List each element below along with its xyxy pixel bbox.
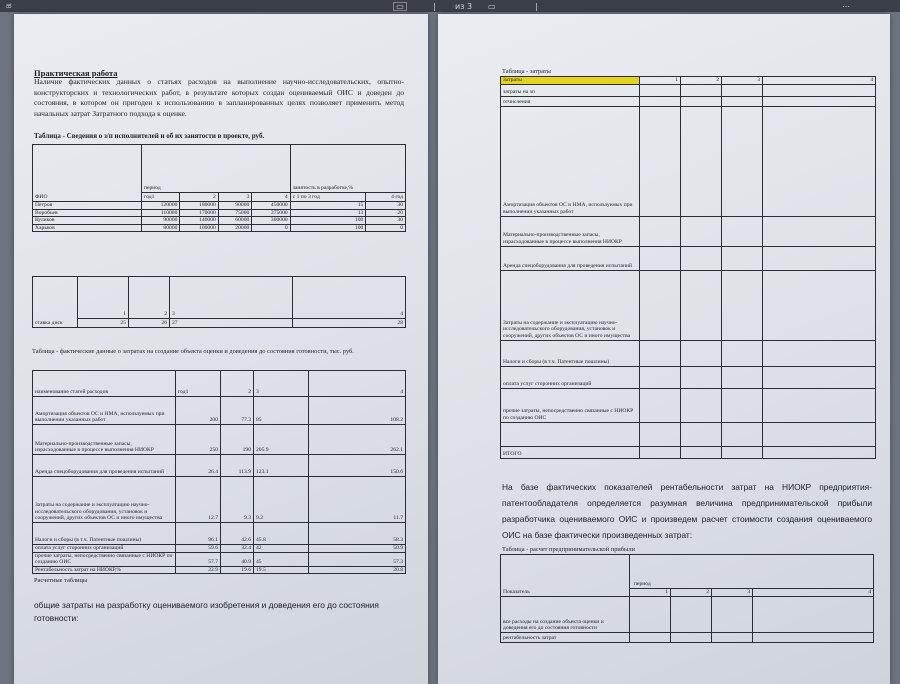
table-row	[501, 388, 876, 422]
col-year1: год1	[142, 193, 180, 202]
cell: 59.6	[176, 545, 221, 553]
zoom-icon[interactable]: |	[535, 1, 538, 11]
cell: ИТОГО	[501, 446, 640, 458]
cell: 180000	[180, 202, 218, 210]
cell: 375000	[252, 209, 290, 217]
cell: Воробьев	[33, 209, 142, 217]
col-emp-1-3: с 1 по 3 год	[290, 193, 366, 202]
cell: 4	[753, 589, 874, 597]
cell: 32.4	[221, 545, 254, 553]
cell: 50.9	[309, 545, 406, 553]
cell: 123.1	[254, 455, 309, 477]
cell: 2	[671, 589, 712, 597]
cell: 113.9	[221, 455, 254, 477]
cell: 3	[254, 371, 309, 397]
cell: 96.1	[176, 523, 221, 545]
cell: 26	[129, 319, 170, 328]
cell: 262.1	[309, 425, 406, 455]
cell: 57.3	[309, 552, 406, 566]
cell: Харьков	[33, 224, 142, 232]
cell: 110000	[142, 209, 180, 217]
cell: 190	[221, 425, 254, 455]
page-count: из 3	[455, 1, 473, 11]
page-heading: Практическая работа	[34, 68, 118, 78]
cell: 45.8	[254, 523, 309, 545]
cell: 9.2	[254, 477, 309, 523]
cell: 40.9	[221, 552, 254, 566]
table-row	[501, 633, 874, 643]
cell: 13	[290, 209, 366, 217]
cell: 19.6	[221, 566, 254, 574]
cell: Аренда спецоборудования для проведения испытаний	[501, 246, 640, 270]
cell: наименование статей расходов	[33, 371, 176, 397]
cell: 3	[722, 77, 763, 85]
cell: 1	[630, 589, 671, 597]
cell: Материально-производственные запасы, израсходованные в процессе выполнения НИОКР	[501, 216, 640, 246]
table-row	[501, 216, 876, 246]
cell: 42	[254, 545, 309, 553]
cell: 42.6	[221, 523, 254, 545]
table-row	[501, 246, 876, 270]
cell: прочие затраты, непосредственно связанные с НИОКР по созданию ОИС	[501, 388, 640, 422]
cell: 4	[309, 371, 406, 397]
cell: Аренда спецоборудования для проведения испытаний	[33, 455, 176, 477]
cell: 0	[252, 224, 290, 232]
table-row	[33, 566, 406, 574]
table4-caption: Таблица - затраты	[502, 68, 551, 75]
table5-caption: Таблица - расчет предпринимательской прибыли	[502, 546, 635, 553]
table-row	[501, 366, 876, 388]
intro-paragraph: Наличие фактических данных о статьях расходов на выполнение научно-исследовательских, опытно-конструкторских и технологических работ, в результате которых создан оцениваемый ОИС и доведен до состояния, в котором он пригоден к использованию в запланированных целях позволяет применить метод начальных затрат Затратного подхода к оценке.	[34, 77, 404, 118]
table-row	[33, 217, 406, 225]
cell: 90000	[142, 217, 180, 225]
cell: 20	[366, 209, 406, 217]
table-row	[33, 202, 406, 210]
cell: Налоги и сборы (в т.ч. Патентные пошлины)	[501, 340, 640, 366]
cell: отчисления	[501, 96, 640, 106]
cell: 0	[366, 224, 406, 232]
cell: 80000	[142, 224, 180, 232]
cell: Рентабельность затрат на НИОКР,%	[33, 566, 176, 574]
col-emp-4: 4 год	[366, 193, 406, 202]
cell: 58.3	[309, 523, 406, 545]
table-row	[33, 552, 406, 566]
profit-paragraph: На базе фактических показателей рентабельности затрат на НИОКР предприятия-патентообладателя определяется разумная величина предпринимательской прибыли разработчика оцениваемого ОИС и произведем расчет стоимости создания оцениваемого ОИС на базе фактически произведенных затрат:	[502, 482, 872, 540]
cell: 2	[681, 77, 722, 85]
cell: 4	[293, 277, 406, 319]
cell: Амортизация объектов ОС и НМА, используемых при выполнении указанных работ	[501, 106, 640, 216]
cell: 26.4	[176, 455, 221, 477]
table-row	[33, 523, 406, 545]
table-row	[501, 597, 874, 633]
costs-template-table	[500, 76, 876, 459]
profit-table	[500, 554, 874, 643]
table-row	[501, 340, 876, 366]
cell: 11.7	[309, 477, 406, 523]
cell: 57.7	[176, 552, 221, 566]
page-input[interactable]: |	[433, 1, 436, 11]
cell: Затраты на содержание и эксплуатацию научно-исследовательского оборудования, установок и сооружений, других объектов ОС и иного имущества	[33, 477, 176, 523]
cell: 200	[176, 397, 221, 425]
cell: Амортизация объектов ОС и НМА, используемых при выполнении указанных работ	[33, 397, 176, 425]
col-year3: 3	[218, 193, 251, 202]
cell: оплата услуг сторонних организаций	[501, 366, 640, 388]
cell: 1	[640, 77, 681, 85]
table-row	[33, 545, 406, 553]
col-year2: 2	[180, 193, 218, 202]
cell: 108.2	[309, 397, 406, 425]
cell: 9.3	[221, 477, 254, 523]
table-row	[33, 397, 406, 425]
rate-table	[32, 276, 406, 328]
table-row	[33, 209, 406, 217]
cell: 45	[254, 552, 309, 566]
table-row	[501, 422, 876, 446]
document-page-1	[14, 14, 428, 684]
cell: Петров	[33, 202, 142, 210]
cell: Материально-производственные запасы, израсходованные в процессе выполнения НИОКР	[33, 425, 176, 455]
cell: 12.7	[176, 477, 221, 523]
cell: 100	[290, 217, 366, 225]
cell: 25	[78, 319, 129, 328]
cell: рентабельность затрат	[501, 633, 630, 643]
table-row	[33, 477, 406, 523]
cell: 19.5	[254, 566, 309, 574]
cell: 300000	[252, 217, 290, 225]
cell: Затраты на содержание и эксплуатацию научно-исследовательского оборудования, установок и сооружений, других объектов ОС и иного имущества	[501, 270, 640, 340]
period-label: период	[142, 145, 291, 193]
employment-label: занятость в разработке,%	[290, 145, 405, 193]
table3-caption: Таблица - фактические данные о затратах на создание объекта оценки и доведения до состояния готовности, тыс. руб.	[32, 348, 354, 355]
cell: 2	[129, 277, 170, 319]
cell: 1	[78, 277, 129, 319]
salary-table	[32, 144, 406, 232]
cell: прочие затраты, непосредственно связанные с НИОКР по созданию ОИС	[33, 552, 176, 566]
col-year4: 4	[252, 193, 290, 202]
cell: 170000	[180, 209, 218, 217]
cell: 3	[712, 589, 753, 597]
cell: все расходы на создание объекта оценки и доведения его до состояния готовности	[501, 597, 630, 633]
cell: 150.6	[309, 455, 406, 477]
menu-icon[interactable]: ಹ	[6, 1, 12, 10]
cell: 20.8	[309, 566, 406, 574]
cell: 120000	[142, 202, 180, 210]
cell: 90000	[218, 202, 251, 210]
rate-label: ставка диск	[33, 277, 78, 328]
period-label: период	[630, 555, 874, 589]
cell: 60000	[218, 217, 251, 225]
cell: 30	[366, 217, 406, 225]
table-row	[501, 270, 876, 340]
cell: год1	[176, 371, 221, 397]
cell: 22.9	[176, 566, 221, 574]
cell: 3	[170, 277, 293, 319]
cell: 85	[254, 397, 309, 425]
cell: 77.3	[221, 397, 254, 425]
cell: Затраты	[501, 77, 640, 85]
cell: Налоги и сборы (в т.ч. Патентные пошлины)	[33, 523, 176, 545]
cell: 27	[170, 319, 293, 328]
cell: 140000	[180, 217, 218, 225]
cell: 15	[290, 202, 366, 210]
more-icon[interactable]: ⋯	[842, 1, 850, 11]
table-row	[33, 224, 406, 232]
cell: 20000	[218, 224, 251, 232]
table1-caption: Таблица - Сведения о з/п исполнителей и об их занятости в проекте, руб.	[34, 132, 265, 140]
table-row	[33, 455, 406, 477]
fit-page-icon[interactable]: ▭	[393, 2, 407, 11]
document-page-2	[438, 14, 890, 684]
table-row	[33, 425, 406, 455]
cell: 205.9	[254, 425, 309, 455]
table-row	[501, 106, 876, 216]
cell: оплата услуг сторонних организаций	[33, 545, 176, 553]
cell: 450000	[252, 202, 290, 210]
cell: 100000	[180, 224, 218, 232]
cell: Показатель	[501, 555, 630, 597]
costs-table	[32, 370, 406, 574]
cell: 250	[176, 425, 221, 455]
cell: 75000	[218, 209, 251, 217]
viewer-toolbar	[0, 0, 900, 12]
table-row	[501, 84, 876, 96]
cell: 4	[763, 77, 876, 85]
closing-text: общие затраты на разработку оцениваемого изобретения и доведения его до состояния готовности:	[34, 600, 379, 623]
cell: 28	[293, 319, 406, 328]
cell	[501, 422, 640, 446]
table-row	[501, 96, 876, 106]
calc-tables-label: Расчетные таблицы	[34, 577, 88, 584]
cell: затраты на зп	[501, 84, 640, 96]
cell: Куликов	[33, 217, 142, 225]
cell: 2	[221, 371, 254, 397]
cell: 100	[290, 224, 366, 232]
prev-page-icon[interactable]: ▭	[488, 1, 496, 11]
col-fio: ФИО	[33, 145, 142, 202]
cell: 30	[366, 202, 406, 210]
table-row	[501, 446, 876, 458]
